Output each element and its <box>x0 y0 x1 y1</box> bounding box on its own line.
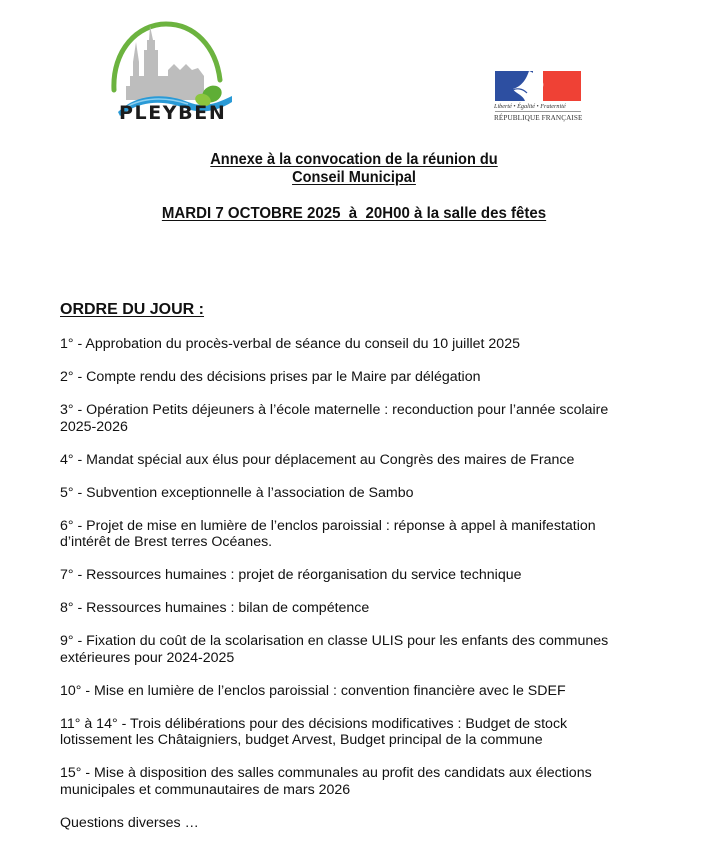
agenda-title: ORDRE DU JOUR : <box>60 301 205 318</box>
agenda-item: 5° - Subvention exceptionnelle à l’association de Sambo <box>60 484 414 501</box>
republique-motto: Liberté • Égalité • Fraternité <box>494 103 566 110</box>
republique-divider <box>495 111 581 112</box>
agenda-item: 8° - Ressources humaines : bilan de compétence <box>60 600 370 616</box>
meeting-date-line: MARDI 7 OCTOBRE 2025 à 20H00 à la salle des fêtes <box>161 205 547 222</box>
agenda-item: 4° - Mandat spécial aux élus pour déplacement au Congrès des maires de France <box>60 451 575 468</box>
republique-francaise-logo <box>494 71 586 127</box>
agenda-item: 7° - Ressources humaines : projet de réorganisation du service technique <box>60 567 522 583</box>
agenda-item: Questions diverses … <box>60 814 199 831</box>
agenda-item: 11° à 14° - Trois délibérations pour des décisions modificatives : Budget de stock lotissement les Châtaigniers, budget Arvest, Budget principal de la commune <box>60 715 568 748</box>
agenda-list <box>60 336 640 848</box>
pleyben-wordmark: PLEYBEN <box>119 102 227 124</box>
annexe-title: Annexe à la convocation de la réunion du <box>210 151 498 168</box>
republique-name: RÉPUBLIQUE FRANÇAISE <box>494 114 583 122</box>
agenda-item: 6° - Projet de mise en lumière de l’enclos paroissial : réponse à appel à manifestation d’intérêt de Brest terres Océanes. <box>60 517 596 550</box>
agenda-item: 9° - Fixation du coût de la scolarisation en classe ULIS pour les enfants des communes extérieures pour 2024-2025 <box>60 633 609 666</box>
agenda-item: 1° - Approbation du procès-verbal de séance du conseil du 10 juillet 2025 <box>60 336 520 352</box>
agenda-item: 3° - Opération Petits déjeuners à l’école maternelle : reconduction pour l’année scolaire 2025-2026 <box>60 402 609 435</box>
agenda-item: 15° - Mise à disposition des salles communales au profit des candidats aux élections municipales et communautaires de mars 2026 <box>60 765 592 798</box>
conseil-title: Conseil Municipal <box>292 169 416 186</box>
agenda-item: 2° - Compte rendu des décisions prises par le Maire par délégation <box>60 369 481 385</box>
marianne-flag-icon <box>495 71 581 101</box>
agenda-item: 10° - Mise en lumière de l’enclos paroissial : convention financière avec le SDEF <box>60 682 566 699</box>
pleyben-logo <box>108 20 234 130</box>
